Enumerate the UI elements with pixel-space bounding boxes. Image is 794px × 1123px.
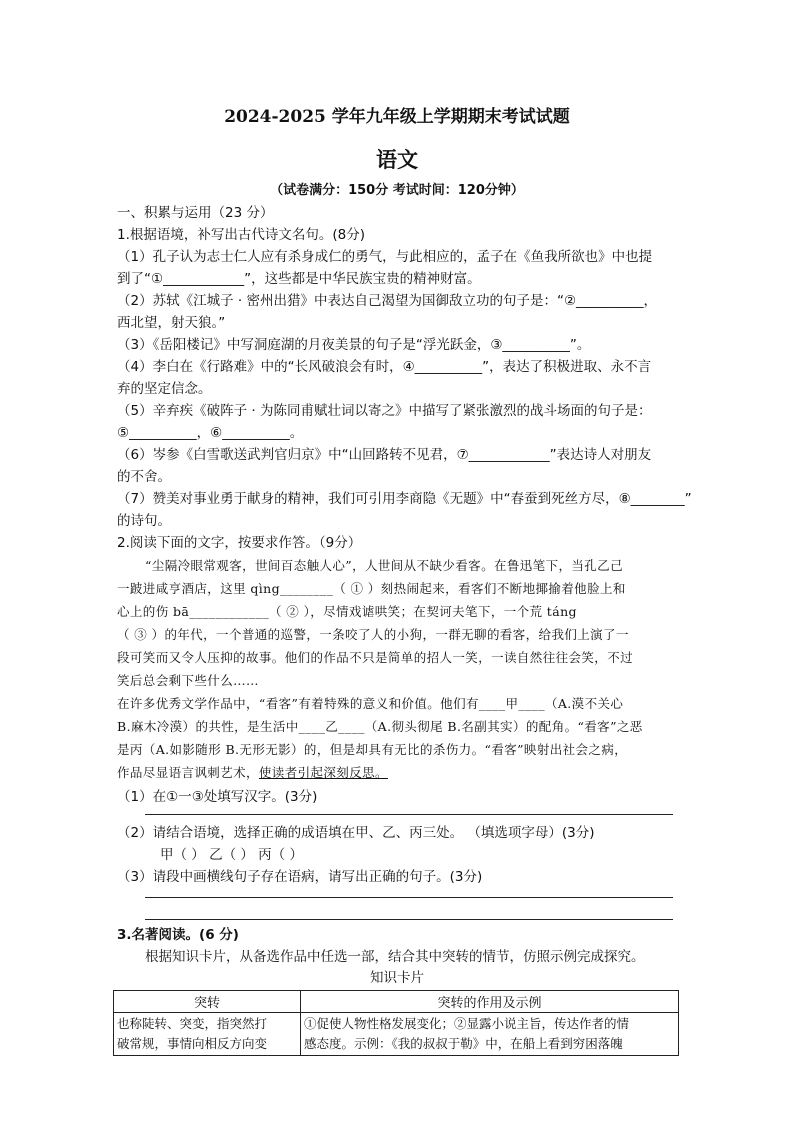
cell-line: ①促使人物性格发展变化；②显露小说主旨，传达作者的情: [304, 1016, 630, 1031]
sub-question-1: （1）在①一③处填写汉字。(3分): [117, 789, 318, 805]
table-cell: [114, 1013, 301, 1056]
passage-line: （ ③ ）的年代，一个普通的巡警，一条咬了人的小狗，一群无聊的看客，给我们上演了一: [117, 627, 629, 642]
passage-line: 心上的伤 bā____________（ ② ），尽情戏谑哄笑；在契诃夫笔下，一个荒 táng: [117, 604, 577, 619]
q1-line: （5）辛弃疾《破阵子 · 为陈同甫赋壮词以寄之》中描写了紧张激烈的战斗场面的句子是：: [117, 403, 652, 419]
exam-meta: （试卷满分：150分 考试时间：120分钟）: [270, 183, 524, 198]
cell-line: 破常规，事情向相反方向变: [117, 1036, 268, 1051]
cell-line: 感态度。示例：《我的叔叔于勒》中，在船上看到穷困落魄: [304, 1036, 623, 1051]
passage-line: 段可笑而又令人压抑的故事。他们的作品不只是简单的招人一笑，一读自然往往会笑，不过: [117, 650, 634, 665]
question-2-title: 2.阅读下面的文字，按要求作答。（9分）: [117, 535, 362, 551]
answer-line[interactable]: [145, 814, 673, 815]
knowledge-card-table: [113, 990, 679, 1056]
card-caption: 知识卡片: [370, 970, 424, 986]
q1-line: （6）岑参《白雪歌送武判官归京》中“山回路转不见君，⑦____________”表达诗人对朋友: [117, 447, 652, 463]
passage-line: [117, 764, 388, 782]
passage-line: 笑后总会剩下些什么……: [117, 673, 259, 688]
passage-line: B.麻木冷漠）的共性，是生活中____乙____（A.彻头彻尾 B.名副其实）的配角。“看客”之恶: [117, 719, 643, 734]
passage-line: 一跛进咸亨酒店，这里 qìng________（ ① ）刻热闹起来，看客们不断地揶揄着他脸上和: [117, 581, 626, 596]
q1-line: 弃的坚定信念。: [117, 381, 212, 397]
exam-title: 2024-2025 学年九年级上学期期末考试试题: [224, 107, 570, 127]
q1-line: 的诗句。: [117, 513, 171, 529]
sub-question-3: （3）请段中画横线句子存在语病，请写出正确的句子。(3分): [117, 869, 483, 885]
q1-line: （3）《岳阳楼记》中写洞庭湖的月夜美景的句子是“浮光跃金，③__________”。: [117, 337, 591, 353]
q1-line: ⑤__________，⑥__________。: [117, 425, 304, 441]
passage-line: 是丙（A.如影随形 B.无形无影）的，但是却具有无比的杀伤力。“看客”映射出社会之病，: [117, 742, 628, 757]
q1-line: 到了“①____________”，这些都是中华民族宝贵的精神财富。: [117, 271, 481, 287]
sub-question-2: （2）请结合语境，选择正确的成语填在甲、乙、丙三处。 （填选项字母）(3分): [117, 825, 595, 841]
q1-line: （2）苏轼《江城子 · 密州出猎》中表达自己渴望为国御敌立功的句子是：“②__________，: [117, 293, 658, 309]
table-header: 突转的作用及示例: [301, 991, 679, 1013]
q1-line: （1）孔子认为志士仁人应有杀身成仁的勇气，与此相应的，孟子在《鱼我所欲也》中也提: [117, 249, 653, 265]
q1-line: 西北望，射天狼。”: [117, 315, 226, 331]
table-header: 突转: [114, 991, 301, 1013]
subject-title: 语文: [376, 148, 418, 172]
passage-line: 在许多优秀文学作品中，“看客”有着特殊的意义和价值。他们有____甲____（A.漠不关心: [117, 696, 624, 711]
q1-line: （7）赞美对事业勇于献身的精神，我们可引用李商隐《无题》中“春蚕到死丝方尽，⑧________”: [117, 491, 692, 507]
question-1-title: 1.根据语境，补写出古代诗文名句。(8分): [117, 227, 366, 243]
section-heading: 一、积累与运用（23 分）: [117, 205, 274, 221]
question-3-title: 3.名著阅读。(6 分): [117, 927, 239, 943]
question-3-intro: 根据知识卡片，从备选作品中任选一部，结合其中突转的情节，仿照示例完成探究。: [145, 949, 645, 965]
q1-line: （4）李白在《行路难》中的“长风破浪会有时，④__________”，表达了积极进取、永不言: [117, 359, 652, 375]
table-cell: [301, 1013, 679, 1056]
cell-line: 也称陡转、突变，指突然打: [117, 1016, 268, 1031]
q1-line: 的不舍。: [117, 469, 171, 485]
answer-line[interactable]: [145, 919, 673, 920]
answer-line[interactable]: [145, 897, 673, 898]
passage-last-text: 作品尽显语言讽刺艺术，: [117, 765, 259, 780]
answer-blanks[interactable]: 甲（ ） 乙（ ） 丙（ ）: [160, 847, 303, 863]
passage-line: “尘隔冷眼常观客，世间百态触人心”，人世间从不缺少看客。在鲁迅笔下，当孔乙己: [145, 558, 623, 573]
underlined-sentence: 使读者引起深刻反思。: [258, 765, 388, 780]
